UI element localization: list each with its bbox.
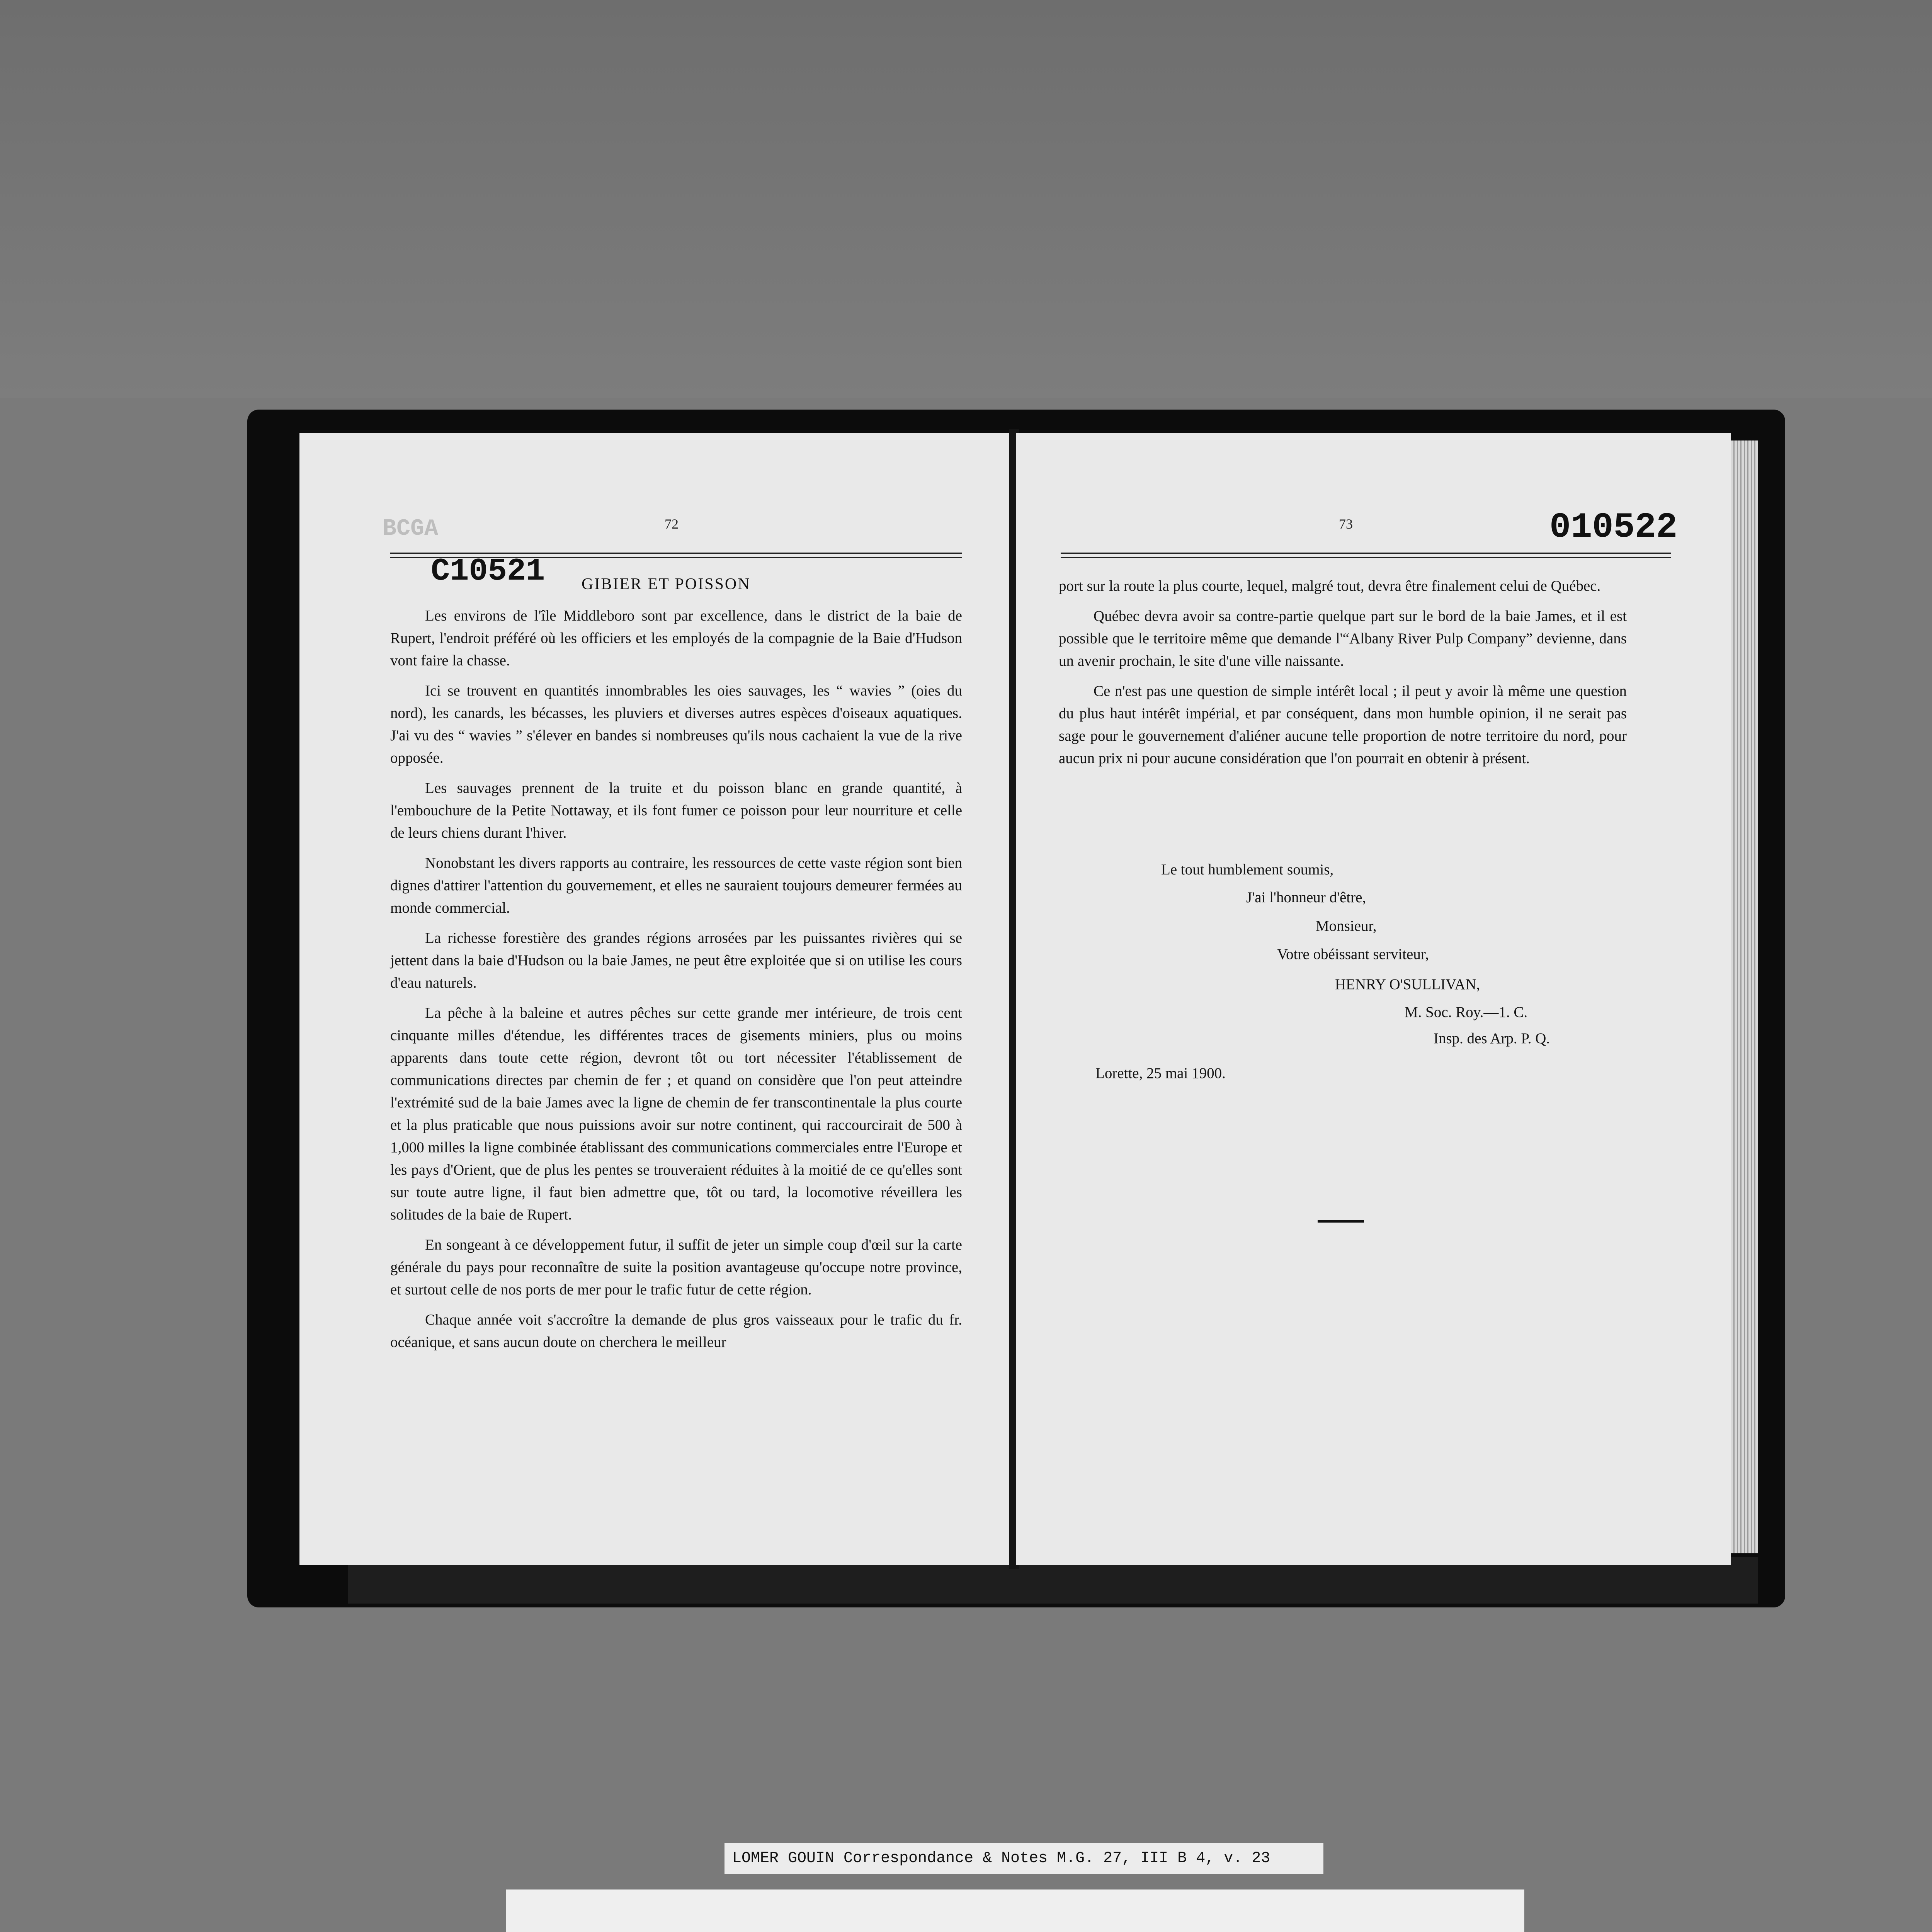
left-page-number: 72 (665, 516, 679, 532)
left-paragraph: Chaque année voit s'accroître la demande de plus gros vaisseaux pour le trafic du fr. océanique, et sans aucun doute on cherchera le meilleur (390, 1311, 962, 1350)
left-paragraph: En songeant à ce développement futur, il suffit de jeter un simple coup d'œil sur la carte générale du pays pour reconnaître de suite la position avantageuse qu'occupe notre province, et surtout celle de nos ports de mer pour le trafic futur de cette région. (390, 1236, 962, 1298)
signature: HENRY O'SULLIVAN, (1335, 976, 1480, 993)
end-dash (1318, 1220, 1364, 1223)
right-page-text (1059, 575, 1627, 777)
page-stack-edge (1731, 440, 1758, 1553)
place-date: Lorette, 25 mai 1900. (1095, 1065, 1226, 1082)
closing-line: J'ai l'honneur d'être, (1246, 889, 1366, 906)
left-ghost-stamp: BCGA (383, 516, 439, 542)
right-page-number: 73 (1339, 516, 1353, 532)
left-paragraph: La pêche à la baleine et autres pêches sur cette grande mer intérieure, de trois cent cinquante milles d'étendue, les différentes traces de gisements miniers, plus ou moins apparents dans toute cette région, devront tôt ou tort nécessiter l'établissement de communications directes par chemin de fer ; et quand on considère que l'on peut atteindre l'extrémité sud de la baie James avec la ligne de chemin de fer transcontinentale la plus courte et la plus praticable que nous puissions avoir sur notre continent, qui raccourcirait de 500 à 1,000 milles la ligne combinée établissant des communications commerciales entre l'Europe et les pays d'Orient, que de plus les pentes se trouveraient réduites à la moitié de ce qu'elles sont sur toute autre ligne, il faut bien admettre que, tôt ou tard, la locomotive réveillera les solitudes de la baie de Rupert. (390, 1005, 962, 1223)
microfilm-background (0, 0, 1932, 398)
archive-card (506, 1889, 1524, 1932)
left-paragraph: Nonobstant les divers rapports au contraire, les ressources de cette vaste région sont bien dignes d'attirer l'attention du gouvernement, et elles ne sauraient toujours demeurer fermées au monde commercial. (390, 855, 962, 916)
closing-line: Monsieur, (1316, 918, 1377, 934)
right-paragraph: port sur la route la plus courte, lequel, malgré tout, devra être finalement celui de Québec. (1059, 578, 1601, 594)
right-stamp-number: 010522 (1549, 507, 1678, 548)
left-stamp-number: C10521 (431, 553, 545, 589)
closing-line: Votre obéissant serviteur, (1277, 946, 1429, 963)
left-paragraph: Les sauvages prennent de la truite et du poisson blanc en grande quantité, à l'embouchure de la Petite Nottaway, et ils font fumer ce poisson pour leur nourriture et celle de leurs chiens durant l'hiver. (390, 780, 962, 841)
right-paragraph: Québec devra avoir sa contre-partie quelque part sur le bord de la baie James, et il est possible que le territoire même que demande l'“Albany River Pulp Company” devienne, dans un avenir prochain, le site d'une ville naissante. (1059, 608, 1627, 669)
signature-title: M. Soc. Roy.—1. C. (1405, 1004, 1528, 1020)
left-paragraph: Ici se trouvent en quantités innombrables les oies sauvages, les “ wavies ” (oies du nord), les canards, les bécasses, les pluviers et diverses autres espèces d'oiseaux aquatiques. J'ai vu des “ wavies ” s'élever en bandes si nombreuses qu'ils nous cachaient la vue de la rive opposée. (390, 682, 962, 766)
left-paragraph: La richesse forestière des grandes régions arrosées par les puissantes rivières qui se jettent dans la baie d'Hudson ou la baie James, ne peut être exploitée que si on utilise les cours d'eau naturels. (390, 930, 962, 991)
right-paragraph: Ce n'est pas une question de simple intérêt local ; il peut y avoir là même une question du plus haut intérêt impérial, et par conséquent, dans mon humble opinion, il ne serait pas sage pour le gouvernement d'aliéner aucune telle proportion de notre territoire du nord, pour aucun prix ni pour aucune considération que l'on pourrait en obtenir à présent. (1059, 683, 1627, 767)
closing-line: Le tout humblement soumis, (1161, 861, 1334, 878)
left-paragraph: Les environs de l'île Middleboro sont par excellence, dans le district de la baie de Rupert, l'endroit préféré où les officiers et les employés de la compagnie de la Baie d'Hudson vont faire la chasse. (390, 607, 962, 669)
right-header-rule (1061, 553, 1671, 558)
signature-title: Insp. des Arp. P. Q. (1434, 1030, 1550, 1047)
collection-label-strip: LOMER GOUIN Correspondance & Notes M.G. 27, III B 4, v. 23 (724, 1843, 1323, 1874)
section-heading: GIBIER ET POISSON (582, 575, 751, 593)
left-page-text (390, 605, 962, 1361)
